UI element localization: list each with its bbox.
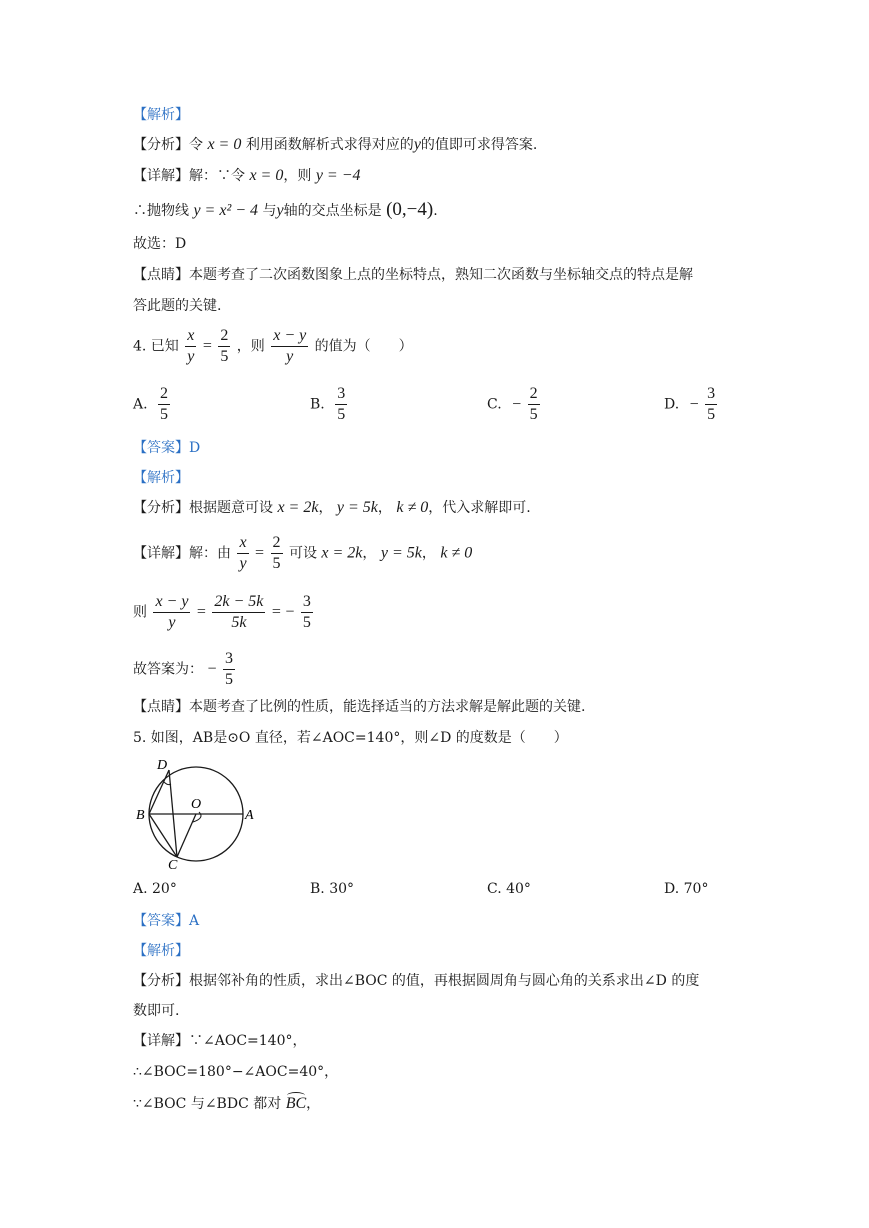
q4-fenxi: 【分析】根据题意可设 x = 2k， y = 5k， k ≠ 0，代入求解即可. [133, 499, 531, 516]
q4-option-b: B. $\frac{3}{5}$ [310, 385, 346, 423]
q5-option-a: A. 20° [133, 881, 177, 897]
q4-final: 故答案为： − $\frac{3}{5}$ [133, 650, 233, 688]
q4-xiangjie: 【详解】解：由 $\frac{x}{y}$ = $\frac{2}{5}$ 可设 x = 2k， y = 5k， k ≠ 0 [133, 534, 473, 572]
q3-conclusion: ∴抛物线 y = x² − 4 与y轴的交点坐标是 (0,−4). [133, 199, 438, 220]
q4-option-d: D. − $\frac{3}{5}$ [664, 385, 716, 423]
q5-stem: 5. 如图，AB是⊙O 直径，若∠AOC=140°，则∠D 的度数是（ ） [133, 730, 568, 746]
q5-line-2: ∴∠BOC=180°−∠AOC=40°， [133, 1064, 339, 1080]
q4-option-c: C. − $\frac{2}{5}$ [487, 385, 538, 423]
label-c: C [168, 858, 178, 873]
q5-fenxi-1: 【分析】根据邻补角的性质，求出∠BOC 的值，再根据圆周角与圆心角的关系求出∠D 的度 [133, 973, 700, 989]
q3-fenxi: 【分析】令 x = 0 利用函数解析式求得对应的y的值即可求得答案. [133, 136, 538, 153]
label-a: A [245, 808, 254, 823]
q4-jiexi: 【解析】 [133, 470, 189, 486]
q3-dianjing-2: 答此题的关键. [133, 298, 222, 314]
q5-daan: 【答案】A [133, 913, 200, 929]
circle-figure [133, 756, 259, 874]
q4-daan: 【答案】D [133, 440, 201, 456]
label-b: B [136, 808, 145, 823]
chord-bc [149, 814, 177, 857]
q5-xiangjie: 【详解】∵∠AOC=140°， [133, 1033, 307, 1049]
arc-bc: BC [285, 1095, 307, 1112]
fraction-x-over-y: $\frac{x}{y}$ [187, 327, 195, 365]
q4-dianjing: 【点睛】本题考查了比例的性质，能选择适当的方法求解是解此题的关键. [133, 699, 586, 715]
label-o: O [191, 797, 202, 812]
radius-oc [177, 814, 196, 857]
chord-bd [149, 770, 169, 814]
q3-answer: 故选：D [133, 236, 187, 252]
q5-option-b: B. 30° [310, 881, 355, 897]
q4-step: 则 $\frac{x - y}{y}$ = $\frac{2k - 5k}{5k}$ = − $\frac{3}{5}$ [133, 593, 311, 631]
q3-dianjing-1: 【点睛】本题考查了二次函数图象上点的坐标特点，熟知二次函数与坐标轴交点的特点是解 [133, 267, 693, 283]
q3-xiangjie: 【详解】解：∵令 x = 0，则 y = −4 [133, 167, 361, 184]
fraction-2-over-5: $\frac{2}{5}$ [220, 327, 229, 365]
q5-jiexi: 【解析】 [133, 943, 189, 959]
q5-option-c: C. 40° [487, 881, 531, 897]
q5-line-3: ∵∠BOC 与∠BDC 都对 BC， [133, 1095, 321, 1112]
q5-fenxi-2: 数即可. [133, 1003, 180, 1019]
q4-option-a: A. $\frac{2}{5}$ [133, 385, 169, 423]
fraction-xmy-over-y: $\frac{x - y}{y}$ [273, 327, 307, 365]
q5-option-d: D. 70° [664, 881, 709, 897]
q3-jiexi: 【解析】 [133, 107, 189, 123]
label-d: D [157, 758, 168, 773]
q4-stem: 4. 已知 $\frac{x}{y}$ = $\frac{2}{5}$ ，则 $\frac{x - y}{y}$ 的值为（ ） [133, 327, 413, 365]
